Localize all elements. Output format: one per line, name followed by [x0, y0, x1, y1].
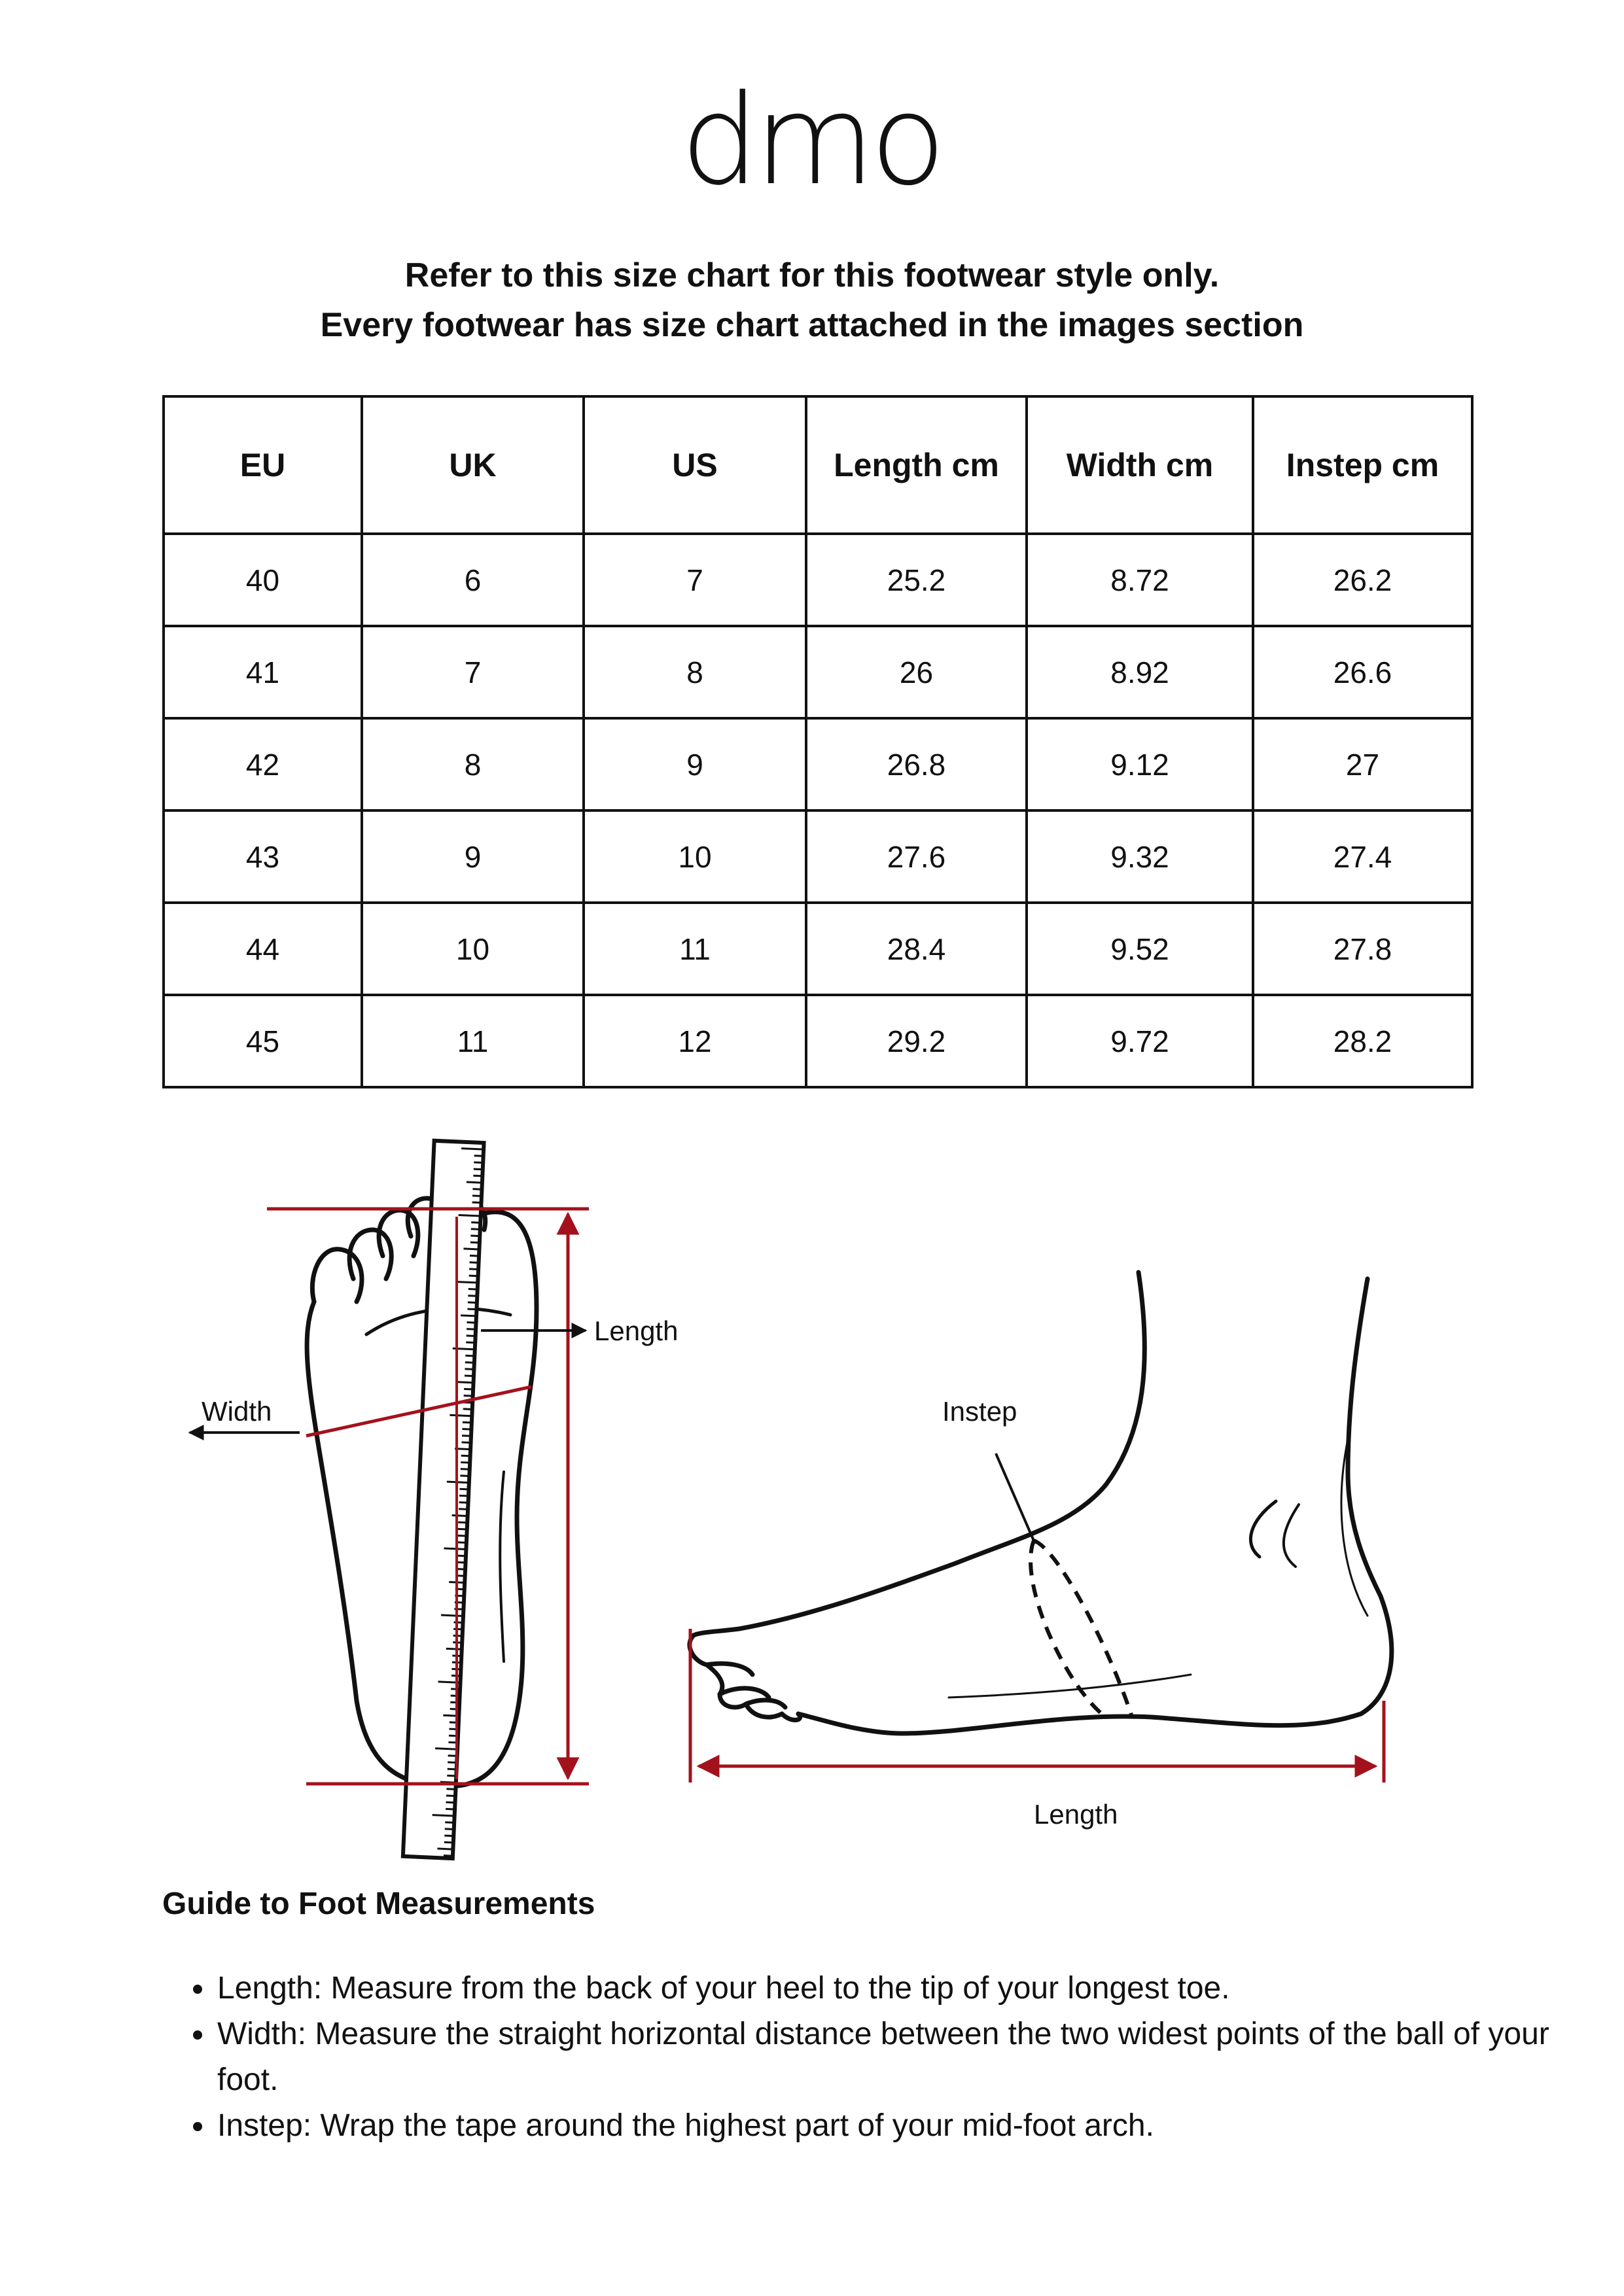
guide-title: Guide to Foot Measurements	[162, 1887, 595, 1921]
ruler-tick	[463, 1409, 472, 1410]
table-row	[164, 534, 1472, 626]
size-chart-table	[162, 395, 1474, 1088]
cell-eu: 43	[164, 810, 362, 903]
cell-instep: 28.2	[1253, 995, 1472, 1087]
cell-length: 26.8	[806, 718, 1027, 810]
cell-width: 9.32	[1027, 810, 1253, 903]
ruler-tick	[445, 1822, 454, 1823]
cell-us: 10	[584, 810, 806, 903]
ruler-tick	[474, 1156, 484, 1157]
table-header-row	[164, 396, 1472, 534]
ruler-tick	[455, 1281, 478, 1282]
ruler-tick	[465, 1355, 474, 1356]
ruler-tick	[450, 1702, 459, 1703]
ruler-tick	[470, 1256, 479, 1257]
ruler-tick	[458, 1382, 474, 1383]
sole-length-label: Length	[594, 1315, 679, 1346]
cell-uk: 6	[362, 534, 584, 626]
logo-text: dmo	[680, 68, 941, 213]
ruler-tick	[445, 1829, 454, 1830]
cell-instep: 27.8	[1253, 903, 1472, 995]
cell-us: 8	[584, 626, 806, 718]
ruler-tick	[470, 1242, 480, 1243]
table-row	[164, 718, 1472, 810]
ruler-tick	[472, 1202, 482, 1203]
ruler-tick	[457, 1542, 467, 1543]
cell-length: 25.2	[806, 534, 1027, 626]
ruler-tick	[467, 1329, 476, 1330]
cell-width: 9.52	[1027, 903, 1253, 995]
foot-side-illustration	[690, 1272, 1392, 1733]
ruler-tick	[447, 1775, 456, 1776]
ruler-tick	[444, 1548, 466, 1549]
table-row	[164, 626, 1472, 718]
ruler-tick	[459, 1215, 481, 1216]
cell-length: 28.4	[806, 903, 1027, 995]
side-length-measure	[690, 1629, 1384, 1783]
cell-width: 9.72	[1027, 995, 1253, 1087]
guide-list	[162, 1966, 1564, 2149]
header-eu: EU	[164, 396, 362, 534]
ruler-tick	[454, 1622, 463, 1623]
ruler-tick	[462, 1429, 471, 1430]
side-length-label: Length	[1034, 1799, 1118, 1830]
ruler-tick	[466, 1342, 475, 1343]
ruler-tick	[444, 1835, 453, 1836]
ruler-tick	[461, 1462, 470, 1463]
cell-width: 8.72	[1027, 534, 1253, 626]
ruler-tick	[461, 1469, 470, 1470]
ruler-tick	[462, 1442, 471, 1443]
ruler-tick	[474, 1162, 483, 1163]
guide-item-instep: • Instep: Wrap the tape around the highest part of your mid-foot arch.	[216, 2103, 1564, 2149]
ruler-tick	[467, 1309, 476, 1310]
cell-eu: 41	[164, 626, 362, 718]
cell-eu: 45	[164, 995, 362, 1087]
table-row	[164, 810, 1472, 903]
ruler-tick	[470, 1262, 479, 1263]
cell-eu: 42	[164, 718, 362, 810]
ruler-tick	[435, 1748, 457, 1749]
instep-pointer-line	[996, 1453, 1035, 1544]
cell-uk: 11	[362, 995, 584, 1087]
cell-eu: 44	[164, 903, 362, 995]
cell-uk: 9	[362, 810, 584, 903]
ruler-tick	[450, 1415, 472, 1416]
cell-length: 26	[806, 626, 1027, 718]
ruler-tick	[473, 1175, 482, 1176]
guide-item-length: • Length: Measure from the back of your heel to the tip of your longest toe.	[216, 1966, 1564, 2011]
ruler-tick	[459, 1495, 468, 1496]
cell-instep: 26.6	[1253, 626, 1472, 718]
ruler-tick	[469, 1269, 478, 1270]
table-row	[164, 903, 1472, 995]
header-instep: Instep cm	[1253, 396, 1472, 534]
header-length: Length cm	[806, 396, 1027, 534]
cell-instep: 27	[1253, 718, 1472, 810]
header-uk: UK	[362, 396, 584, 534]
cell-us: 12	[584, 995, 806, 1087]
ruler-tick	[441, 1615, 463, 1616]
cell-length: 27.6	[806, 810, 1027, 903]
sole-width-label: Width	[202, 1396, 272, 1427]
ruler-tick	[446, 1648, 462, 1649]
cell-length: 29.2	[806, 995, 1027, 1087]
ruler-tick	[444, 1842, 453, 1843]
ruler-tick	[459, 1509, 468, 1510]
ruler-tick	[461, 1455, 470, 1456]
ruler-tick	[461, 1315, 476, 1316]
ruler-tick	[468, 1302, 477, 1303]
instep-tape	[1031, 1540, 1132, 1717]
cell-us: 9	[584, 718, 806, 810]
table-row	[164, 995, 1472, 1087]
ruler-tick	[463, 1422, 472, 1423]
intro-line-1: Refer to this size chart for this footwear style only.	[404, 256, 1220, 294]
cell-uk: 8	[362, 718, 584, 810]
ruler-tick	[467, 1322, 476, 1323]
cell-instep: 27.4	[1253, 810, 1472, 903]
cell-uk: 10	[362, 903, 584, 995]
guide-item-width: • Width: Measure the straight horizontal distance between the two widest points of the ball of your foot.	[216, 2011, 1564, 2103]
cell-us: 7	[584, 534, 806, 626]
cell-uk: 7	[362, 626, 584, 718]
cell-width: 8.92	[1027, 626, 1253, 718]
cell-width: 9.12	[1027, 718, 1253, 810]
cell-us: 11	[584, 903, 806, 995]
header-width: Width cm	[1027, 396, 1253, 534]
instep-label: Instep	[942, 1396, 1017, 1427]
ruler-tick	[446, 1802, 455, 1803]
header-us: US	[584, 396, 806, 534]
ruler-tick	[457, 1536, 467, 1537]
ruler-tick	[446, 1789, 455, 1790]
ruler-tick	[474, 1169, 483, 1170]
cell-eu: 40	[164, 534, 362, 626]
cell-instep: 26.2	[1253, 534, 1472, 626]
ruler-tick	[432, 1815, 455, 1816]
ruler-tick	[464, 1396, 473, 1397]
ruler-tick	[458, 1522, 467, 1523]
ruler-tick	[465, 1369, 474, 1370]
ruler-tick	[468, 1289, 478, 1290]
ruler-tick	[471, 1229, 480, 1230]
intro-line-2: Every footwear has size chart attached in the images section	[320, 306, 1304, 344]
brand-logo	[680, 68, 949, 213]
ruler-tick	[467, 1182, 482, 1183]
sole-measure-lines	[190, 1209, 589, 1784]
ruler-tick	[472, 1189, 482, 1190]
